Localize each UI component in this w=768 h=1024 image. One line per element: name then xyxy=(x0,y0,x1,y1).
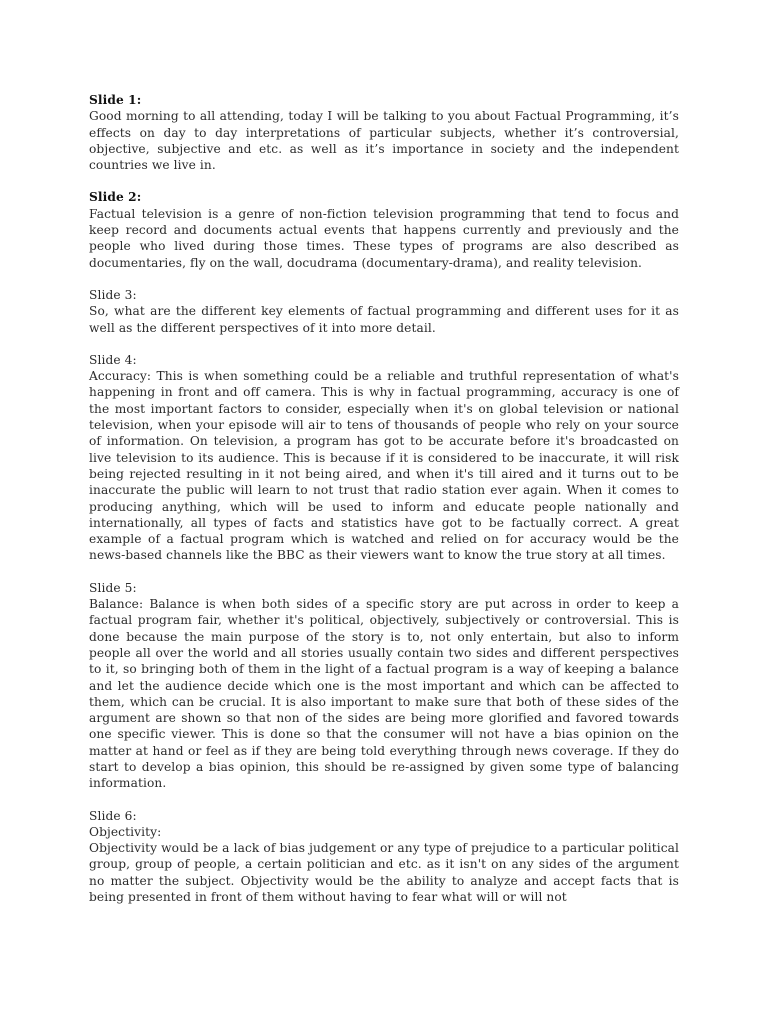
slide-5-section xyxy=(89,580,679,792)
slide-4-heading: Slide 4: xyxy=(89,352,137,367)
slide-5-paragraph: Balance: Balance is when both sides of a specific story are put across in order to keep a factual program fair, whether it's political, objectively, subjectively or controversial. This is done because the main purpose of the story is to, not only entertain, but also to inform people all over the world and all stories usually contain two sides and different perspectives to it, so bringing both of them in the light of a factual program is a way of keeping a balance and let the audience decide which one is the most important and which can be affected to them, which can be crucial. It is also important to make sure that both of these sides of the argument are shown so that non of the sides are being more glorified and favored towards one specific viewer. This is done so that the consumer will not have a bias opinion on the matter at hand or feel as if they are being told everything through news coverage. If they do start to develop a bias opinion, this should be re-assigned by given some type of balancing information. xyxy=(89,597,679,791)
slide-6-heading: Slide 6: xyxy=(89,808,137,823)
slide-1-paragraph: Good morning to all attending, today I will be talking to you about Factual Programming, it’s effects on day to day interpretations of particular subjects, whether it’s controversial, objective, subjective and etc. as well as it’s importance in society and the independent countries we live in. xyxy=(89,109,679,173)
slide-2-section xyxy=(89,189,679,270)
slide-4-paragraph: Accuracy: This is when something could be a reliable and truthful representation of what's happening in front and off camera. This is why in factual programming, accuracy is one of the most important factors to consider, especially when it's on global television or national television, when your episode will air to tens of thousands of people who rely on your source of information. On television, a program has got to be accurate before it's broadcasted on live television to its audience. This is because if it is considered to be inaccurate, it will risk being rejected resulting in it not being aired, and when it's till aired and it turns out to be inaccurate the public will learn to not trust that radio station ever again. When it comes to producing anything, which will be used to inform and educate people nationally and internationally, all types of facts and statistics have got to be factually correct. A great example of a factual program which is watched and relied on for accuracy would be the news-based channels like the BBC as their viewers want to know the true story at all times. xyxy=(89,369,679,563)
document-page xyxy=(89,92,679,921)
slide-3-paragraph: So, what are the different key elements of factual programming and different uses for it as well as the different perspectives of it into more detail. xyxy=(89,304,679,335)
slide-1-heading: Slide 1: xyxy=(89,93,142,107)
slide-2-paragraph: Factual television is a genre of non-fiction television programming that tend to focus and keep record and documents actual events that happens currently and previously and the people who lived during those times. These types of programs are also described as documentaries, fly on the wall, docudrama (documentary-drama), and reality television. xyxy=(89,206,679,270)
slide-4-section xyxy=(89,352,679,564)
slide-1-section xyxy=(89,92,679,173)
slide-5-heading: Slide 5: xyxy=(89,580,137,595)
slide-6-subheading: Objectivity: xyxy=(89,824,162,839)
slide-3-section xyxy=(89,287,679,336)
slide-2-heading: Slide 2: xyxy=(89,190,142,205)
slide-6-section xyxy=(89,808,679,906)
slide-3-heading: Slide 3: xyxy=(89,287,137,302)
slide-6-paragraph: Objectivity would be a lack of bias judgement or any type of prejudice to a particular political group, group of people, a certain politician and etc. as it isn't on any sides of the argument no matter the subject. Objectivity would be the ability to analyze and accept facts that is being presented in front of them without having to fear what will or will not xyxy=(89,841,679,905)
